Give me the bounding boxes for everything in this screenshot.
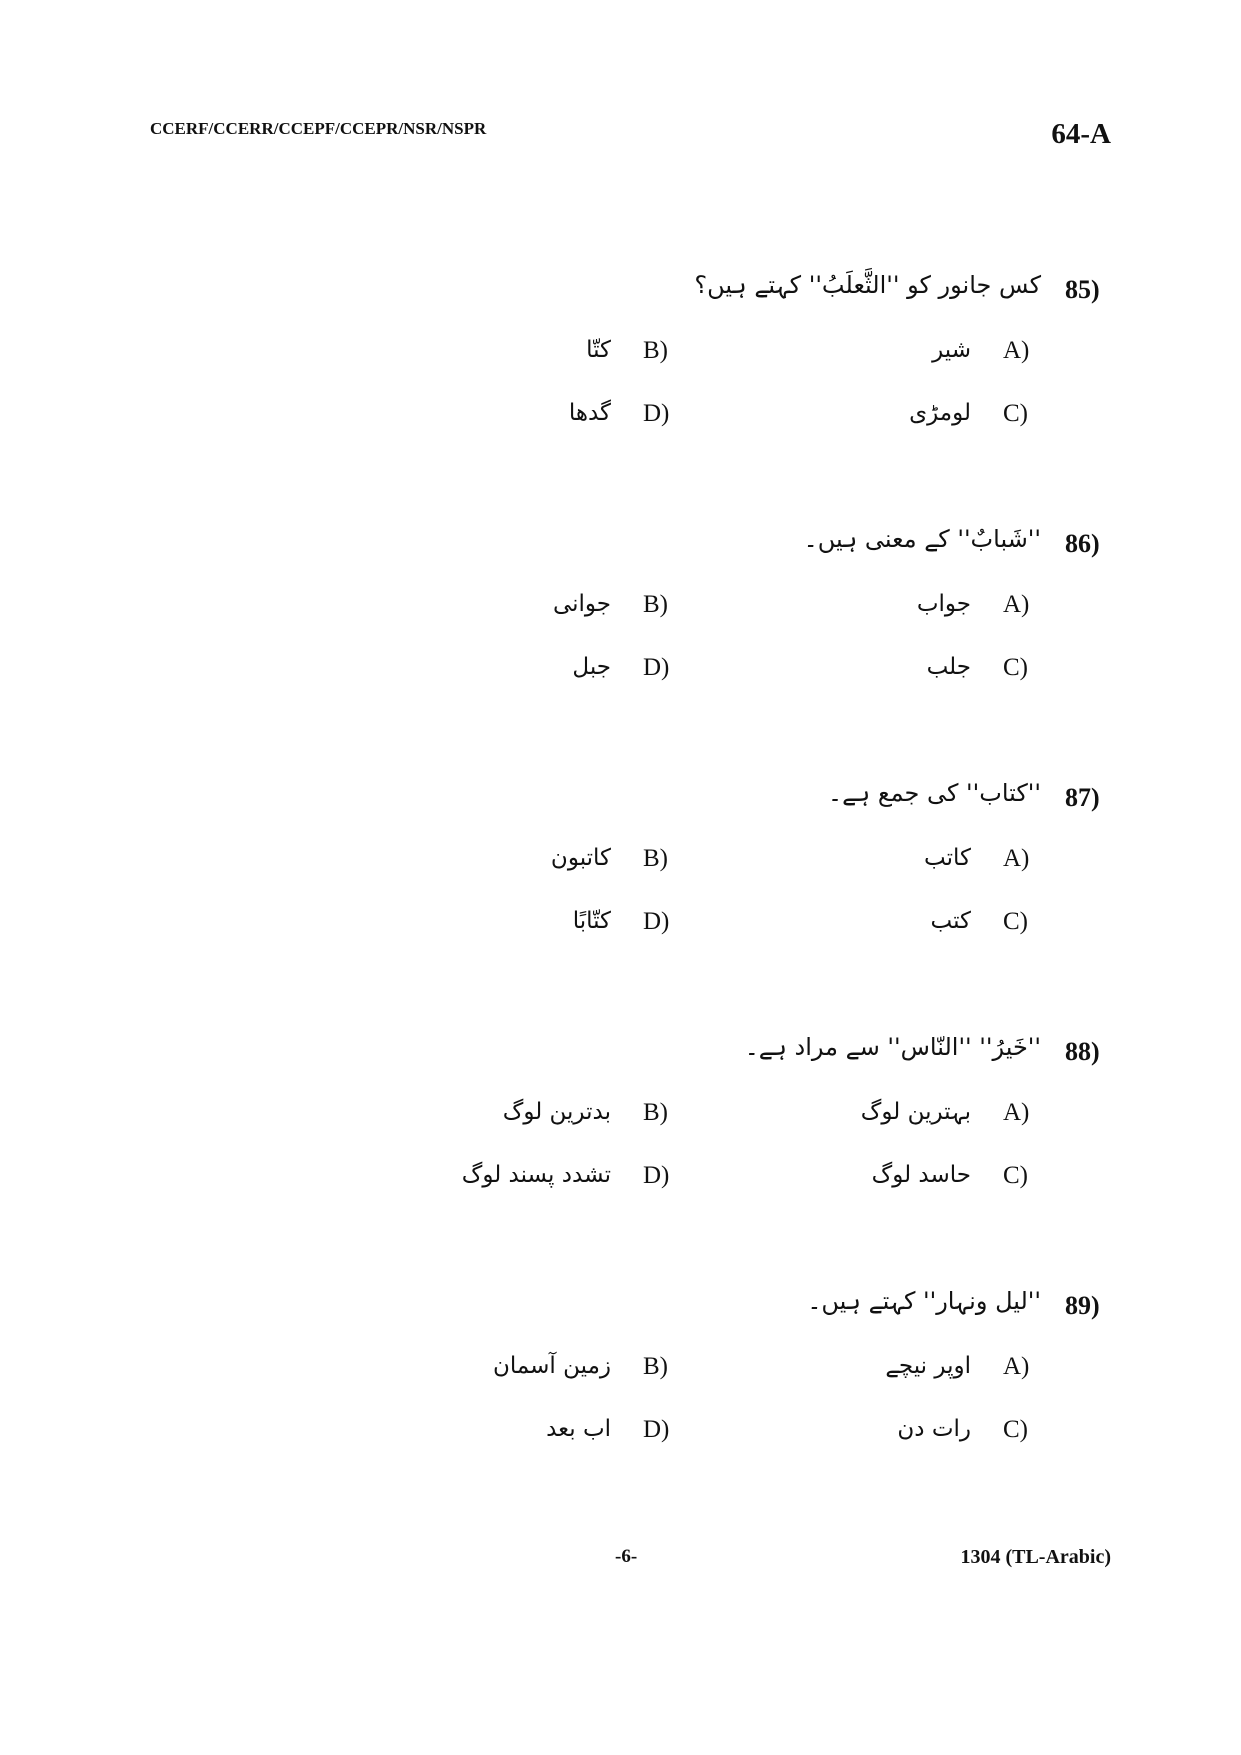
option-a-text: کاتب [924, 845, 971, 871]
option-c-text: کتب [930, 908, 971, 934]
question-87 [0, 779, 1241, 983]
question-text: ''کتاب'' کی جمع ہے۔ [828, 779, 1041, 807]
option-c-text: رات دن [897, 1416, 971, 1442]
option-c-label: C) [1003, 400, 1028, 427]
option-a-text: بہترین لوگ [860, 1099, 971, 1125]
question-text: ''لیل ونہار'' کہتے ہیں۔ [807, 1287, 1041, 1315]
option-b-text: کتّا [586, 337, 611, 363]
option-b-text: کاتبون [550, 845, 611, 871]
question-number: 85) [1065, 275, 1100, 304]
option-b-label: B) [643, 1099, 668, 1126]
option-d-text: جبل [572, 654, 611, 680]
option-a-label: A) [1003, 1353, 1030, 1380]
option-d-label: D) [643, 400, 670, 427]
option-c-text: جلب [926, 654, 971, 680]
option-d-text: اب بعد [546, 1416, 611, 1442]
option-c-label: C) [1003, 654, 1028, 681]
option-b-label: B) [643, 845, 668, 872]
option-d-text: تشدد پسند لوگ [461, 1162, 611, 1188]
option-a-text: اوپر نیچے [885, 1353, 971, 1379]
option-c-label: C) [1003, 1162, 1028, 1189]
option-b-label: B) [643, 1353, 668, 1380]
exam-codes-header: CCERF/CCERR/CCEPF/CCEPR/NSR/NSPR [150, 119, 487, 138]
question-89 [0, 1287, 1241, 1491]
option-d-label: D) [643, 1162, 670, 1189]
question-number: 88) [1065, 1037, 1100, 1066]
option-a-text: جواب [916, 591, 971, 617]
option-c-label: C) [1003, 1416, 1028, 1443]
question-85 [0, 271, 1241, 475]
booklet-series-label: 64-A [1051, 118, 1111, 150]
option-c-text: حاسد لوگ [871, 1162, 971, 1188]
question-number: 89) [1065, 1291, 1100, 1320]
option-c-text: لومڑی [909, 400, 971, 426]
option-a-label: A) [1003, 337, 1030, 364]
option-b-text: جوانی [552, 591, 611, 617]
option-a-label: A) [1003, 845, 1030, 872]
option-c-label: C) [1003, 908, 1028, 935]
question-86 [0, 525, 1241, 729]
paper-code: 1304 (TL-Arabic) [960, 1546, 1111, 1568]
option-a-text: شیر [932, 337, 971, 363]
question-88 [0, 1033, 1241, 1237]
option-b-text: بدترین لوگ [502, 1099, 611, 1125]
option-d-label: D) [643, 908, 670, 935]
question-text: کس جانور کو ''الثَّعلَبُ'' کہتے ہیں؟ [694, 271, 1041, 299]
question-number: 86) [1065, 529, 1100, 558]
option-d-text: گدھا [568, 400, 611, 426]
option-a-label: A) [1003, 591, 1030, 618]
option-d-label: D) [643, 654, 670, 681]
option-d-label: D) [643, 1416, 670, 1443]
option-a-label: A) [1003, 1099, 1030, 1126]
page-number: -6- [615, 1546, 638, 1567]
option-b-label: B) [643, 591, 668, 618]
option-d-text: کتّابًا [572, 908, 611, 934]
option-b-label: B) [643, 337, 668, 364]
option-b-text: زمین آسمان [492, 1353, 611, 1379]
question-text: ''شَبابٌ'' کے معنی ہیں۔ [803, 525, 1041, 553]
question-text: ''خَیرُ'' ''النّاس'' سے مراد ہے۔ [744, 1033, 1041, 1061]
question-number: 87) [1065, 783, 1100, 812]
